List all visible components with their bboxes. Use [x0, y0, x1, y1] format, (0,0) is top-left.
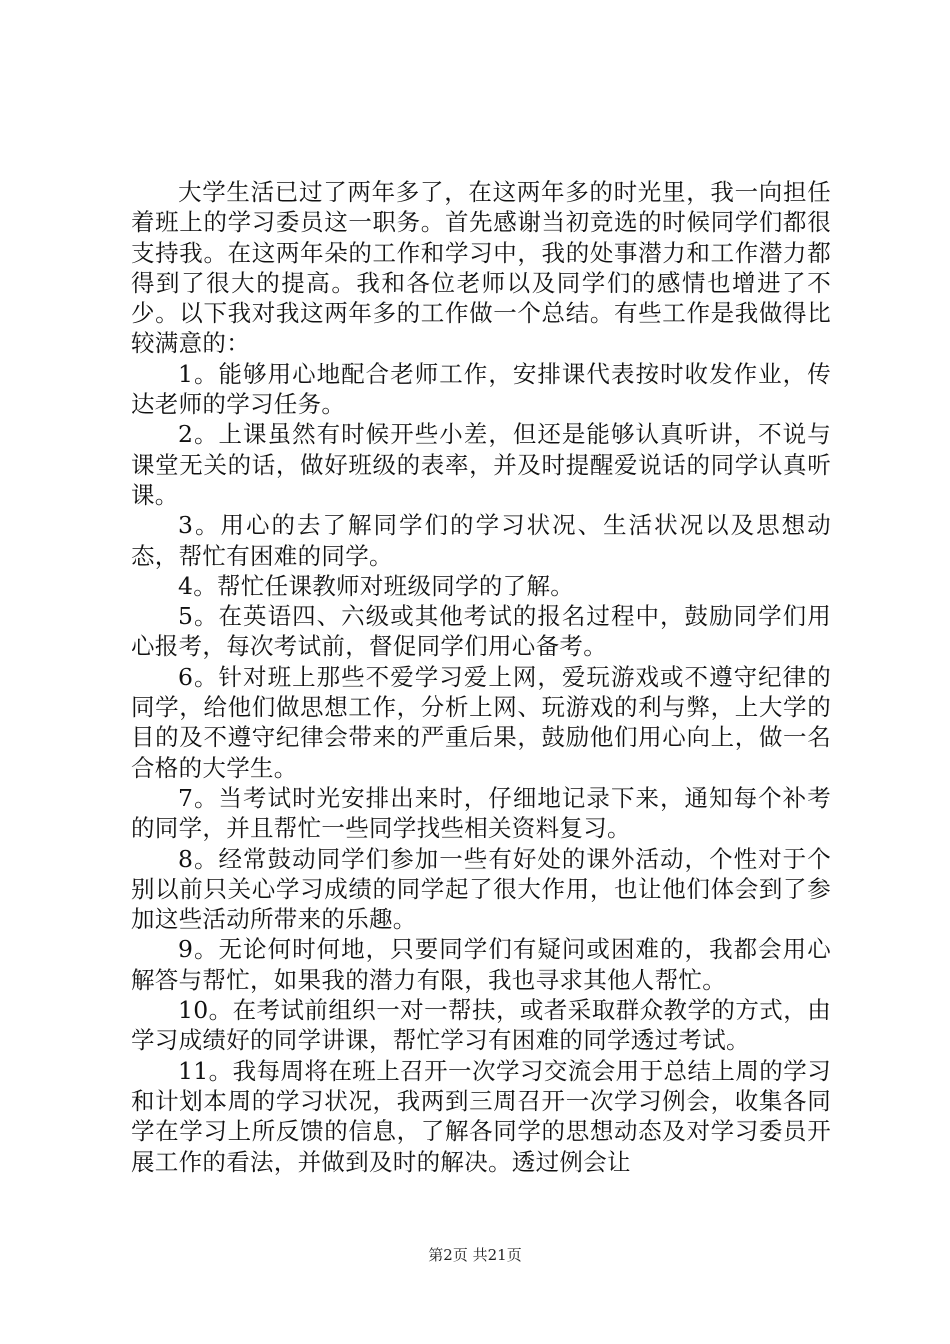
list-item-3: 3。用心的去了解同学们的学习状况、生活状况以及思想动态，帮忙有困难的同学。: [131, 511, 831, 570]
list-item-4: 4。帮忙任课教师对班级同学的了解。: [178, 571, 575, 600]
list-item-1: 1。能够用心地配合老师工作，安排课代表按时收发作业，传达老师的学习任务。: [131, 359, 831, 419]
list-item-10: 10。在考试前组织一对一帮扶，或者采取群众教学的方式，由学习成绩好的同学讲课，帮忙学习有困难的同学透过考试。: [131, 996, 831, 1055]
list-item-11: 11。我每周将在班上召开一次学习交流会用于总结上周的学习和计划本周的学习状况，我两到三周召开一次学习例会，收集各同学在学习上所反馈的信息，了解各同学的思想动态及对学习委员开展工作的看法，并做到及时的解决。透过例会让: [131, 1056, 831, 1176]
list-item-5: 5。在英语四、六级或其他考试的报名过程中，鼓励同学们用心报考，每次考试前，督促同学们用心备考。: [131, 602, 831, 661]
paragraph-intro: 大学生活已过了两年多了，在这两年多的时光里，我一向担任着班上的学习委员这一职务。首先感谢当初竞选的时候同学们都很支持我。在这两年朵的工作和学习中，我的处事潜力和工作潜力都得到了很大的提高。我和各位老师以及同学们的感情也增进了不少。以下我对我这两年多的工作做一个总结。有些工作是我做得比较满意的：: [131, 178, 831, 358]
document-body: [131, 177, 831, 1177]
page-footer: 第2页 共21页: [428, 1246, 522, 1264]
list-item-9: 9。无论何时何地，只要同学们有疑问或困难的，我都会用心解答与帮忙，如果我的潜力有限，我也寻求其他人帮忙。: [131, 935, 831, 994]
list-item-2: 2。上课虽然有时候开些小差，但还是能够认真听讲，不说与课堂无关的话，做好班级的表率，并及时提醒爱说话的同学认真听课。: [131, 420, 831, 509]
list-item-6: 6。针对班上那些不爱学习爱上网，爱玩游戏或不遵守纪律的同学，给他们做思想工作，分析上网、玩游戏的利与弊，上大学的目的及不遵守纪律会带来的严重后果，鼓励他们用心向上，做一名合格的大学生。: [131, 662, 831, 782]
list-item-7: 7。当考试时光安排出来时，仔细地记录下来，通知每个补考的同学，并且帮忙一些同学找些相关资料复习。: [131, 783, 831, 843]
list-item-8: 8。经常鼓动同学们参加一些有好处的课外活动，个性对于个别以前只关心学习成绩的同学起了很大作用，也让他们体会到了参加这些活动所带来的乐趣。: [131, 844, 831, 934]
